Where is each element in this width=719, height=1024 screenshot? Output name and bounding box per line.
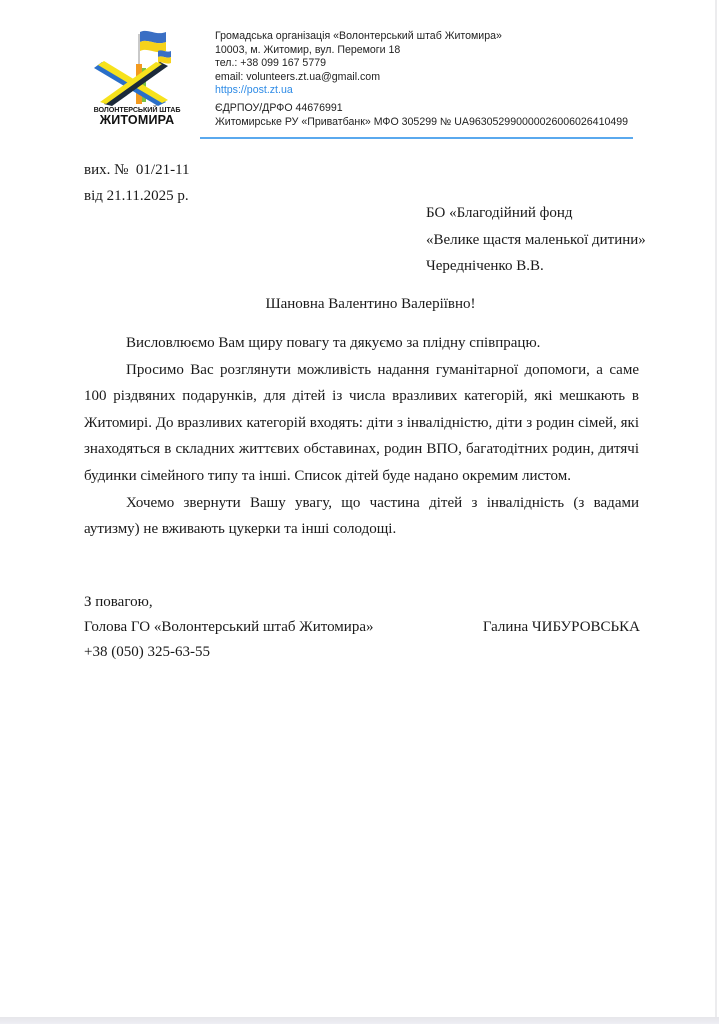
recipient-line-2: «Велике щастя маленької дитини»: [426, 231, 646, 248]
letterhead-divider: [200, 137, 633, 139]
letter-body: [84, 330, 639, 543]
closing: З повагою,: [84, 594, 153, 610]
signer-position: Голова ГО «Волонтерський штаб Житомира»: [84, 619, 374, 635]
org-website-link[interactable]: https://post.zt.ua: [215, 84, 293, 97]
signature-block: [84, 590, 644, 665]
org-name: Громадська організація «Волонтерський штаб Житомира»: [215, 30, 502, 42]
recipient-block: [426, 200, 646, 280]
organization-logo: [78, 24, 196, 130]
outgoing-reference: [84, 157, 190, 209]
signer-name: Галина ЧИБУРОВСЬКА: [482, 619, 640, 635]
body-paragraph: Висловлюємо Вам щиру повагу та дякуємо за плідну співпрацю.: [126, 335, 541, 351]
recipient-line-3: Чередніченко В.В.: [426, 258, 544, 274]
org-phone: тел.: +38 099 167 5779: [215, 57, 327, 70]
outgoing-number: вих. № 01/21-11: [84, 162, 190, 178]
organization-contact-block: [215, 30, 628, 129]
volunteer-hq-emblem-icon: [90, 24, 184, 106]
salutation: Шановна Валентино Валеріївно!: [265, 296, 476, 312]
logo-text-city: ЖИТОМИРА: [99, 113, 175, 127]
outgoing-date: від 21.11.2025 р.: [84, 188, 189, 204]
logo-text-top: ВОЛОНТЕРСЬКИЙ ШТАБ: [93, 105, 181, 114]
org-email: email: volunteers.zt.ua@gmail.com: [215, 70, 381, 83]
org-bank-details: Житомирське РУ «Приватбанк» МФО 305299 № UA963052990000026006026410499: [215, 115, 629, 128]
org-address: 10003, м. Житомир, вул. Перемоги 18: [215, 43, 401, 56]
signer-phone: +38 (050) 325-63-55: [84, 644, 210, 660]
org-edrpou: ЄДРПОУ/ДРФО 44676991: [215, 101, 343, 114]
body-paragraph: Хочемо звернути Вашу увагу, що частина дітей з інвалідність (з вадами аутизму) не вживають цукерки та інші солодощі.: [84, 494, 639, 538]
viewer-bottom-edge: [0, 1017, 719, 1024]
body-paragraph: Просимо Вас розглянути можливість надання гуманітарної допомоги, а саме 100 різдвяних подарунків, для дітей із числа вразливих категорій, які мешкають в Житомирі. До вразливих категорій входять: діти з інвалідністю, діти з родин сімей, які знаходяться в складних життєвих обставинах, родин ВПО, багатодітних родин, дитячі будинки сімейного типу та інші. Список дітей буде надано окремим листом.: [84, 361, 639, 484]
recipient-line-1: БО «Благодійний фонд: [426, 205, 573, 221]
